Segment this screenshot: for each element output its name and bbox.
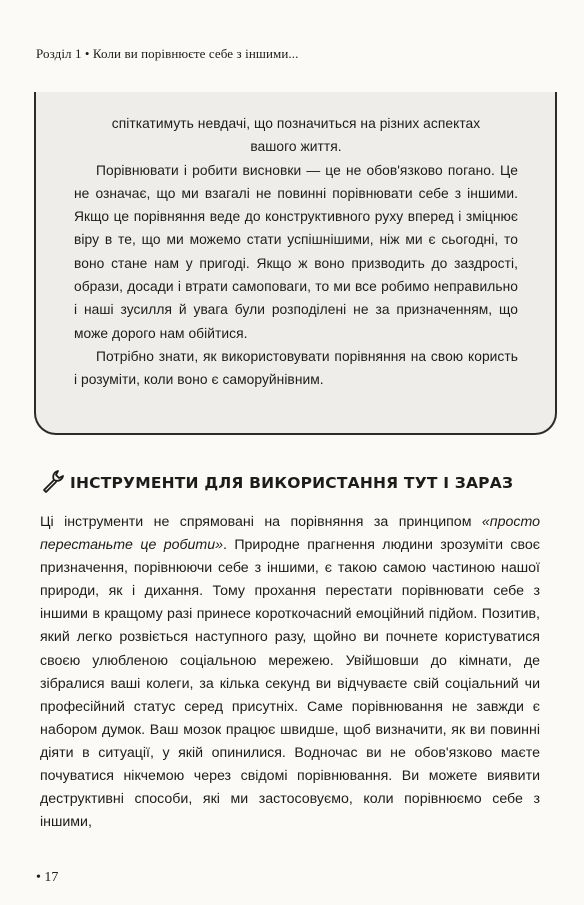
section-title: ІНСТРУМЕНТИ ДЛЯ ВИКОРИСТАННЯ ТУТ І ЗАРАЗ (70, 474, 514, 492)
body-intro: Ці інструменти не спрямовані на порівняння за принципом (40, 514, 482, 530)
box-line-2: вашого життя. (250, 139, 342, 155)
box-line-1: спіткатимуть невдачі, що позначиться на різних аспектах (111, 116, 481, 131)
sidebar-box-text (74, 112, 518, 392)
body-paragraph (40, 511, 540, 834)
page-number: • 17 (36, 870, 59, 885)
section-heading (40, 470, 560, 496)
body-quote: «просто перестаньте це робити» (40, 514, 540, 554)
box-paragraph-2: Порівнювати і робити висновки — це не обов'язково погано. Це не означає, що ми взагалі не повинні порівнювати себе з іншими. Якщо це порівняння веде до конструктивного руху вперед і зміцнює віру в те, що ми можемо стати успішнішими, ніж ми є сьогодні, то воно стане нам у пригоді. Якщо ж воно призводить до заздрості, образи, досади і втрати самоповаги, то ми все робимо неправильно і наші зусилля й увага були розподілені не за призначенням, що може дорого нам обійтися. (74, 162, 518, 341)
body-text (40, 511, 540, 834)
running-head: Розділ 1 • Коли ви порівнюєте себе з іншими... (36, 46, 299, 61)
wrench-icon (40, 468, 70, 499)
body-rest: . Природне прагнення людини зрозуміти своє призначення, порівнюючи себе з іншими, є такою самою частиною нашої природи, як і дихання. Тому прохання перестати порівнювати себе з іншими в кращому разі принесе короткочасний емоційний підйом. Позитив, який легко розвіється наступного разу, щойно ви почнете користуватися своєю улюбленою соціальною мережею. Увійшовши до кімнати, де зібралися ваші колеги, за кілька секунд ви відчуваєте свій соціальний чи професійний статус серед присутніх. Саме порівнювання не завжди є набором думок. Ваш мозок працює швидше, щоб визначити, як ви повинні діяти в ситуації, у якій опинилися. Водночас ви не обов'язково маєте почуватися нікчемою через свідомі порівнювання. Ви можете виявити деструктивні способи, які ми застосовуємо, коли порівнюємо себе з іншими, (40, 537, 540, 831)
box-paragraph-3: Потрібно знати, як використовувати порівняння на свою користь і розуміти, коли воно є саморуйнівним. (74, 348, 518, 388)
